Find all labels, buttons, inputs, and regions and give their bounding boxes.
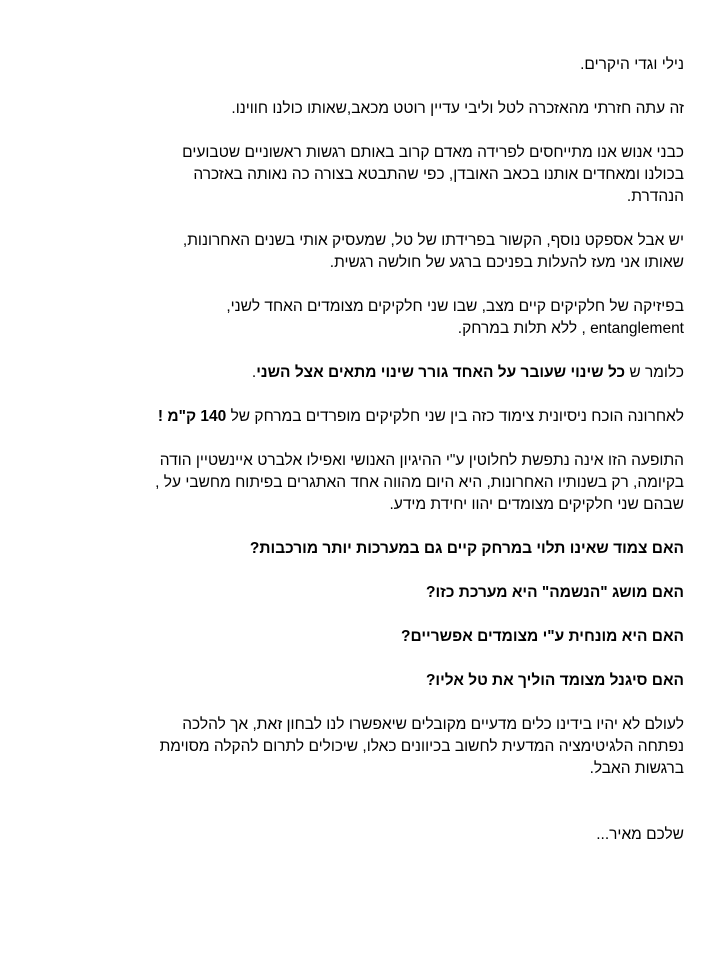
greeting-text: נילי וגדי היקרים. bbox=[580, 56, 684, 73]
question-1 bbox=[84, 538, 684, 560]
paragraph-experiment bbox=[84, 406, 684, 428]
paragraph-closing bbox=[84, 714, 684, 780]
meaning-bold: כל שינוי שעובר על האחד גורר שינוי מתאים אצל השני bbox=[256, 364, 626, 381]
paragraph-physics-line-2-rest: , ללא תלות במרחק. bbox=[457, 320, 591, 337]
paragraph-physics-line-2 bbox=[84, 318, 684, 340]
meaning-prefix: כלומר ש bbox=[625, 364, 684, 381]
paragraph-emotions-line-3: הנהדרת. bbox=[626, 188, 684, 205]
paragraph-emotions bbox=[84, 142, 684, 208]
paragraph-memorial bbox=[84, 98, 684, 120]
paragraph-closing-line-3: ברגשות האבל. bbox=[589, 760, 684, 777]
letter-body bbox=[84, 54, 684, 868]
paragraph-phenomenon-line-1: התופעה הזו אינה נתפשת לחלוטין ע"י ההיגיון האנושי ואפילו אלברט איינשטיין הודה bbox=[159, 452, 684, 469]
paragraph-meaning-line-1 bbox=[84, 362, 684, 384]
paragraph-physics-line-1: בפיזיקה של חלקיקים קיים מצב, שבו שני חלקיקים מצומדים האחד לשני, bbox=[226, 298, 684, 315]
paragraph-emotions-line-2: בכולנו ומאחדים אותנו בכאב האובדן, כפי שהתבטא בצורה כה נאותה באזכרה bbox=[193, 166, 684, 183]
question-3 bbox=[84, 626, 684, 648]
paragraph-phenomenon bbox=[84, 450, 684, 516]
experiment-text: לאחרונה הוכח ניסיונית צימוד כזה בין שני חלקיקים מופרדים במרחק של bbox=[226, 408, 684, 425]
question-4-text: האם סיגנל מצומד הוליך את טל אליו? bbox=[425, 672, 684, 689]
paragraph-closing-line-1: לעולם לא יהיו בידינו כלים מדעיים מקובלים שיאפשרו לנו לבחון זאת, אך להלכה bbox=[182, 716, 684, 733]
paragraph-experiment-line-1 bbox=[84, 406, 684, 428]
paragraph-phenomenon-line-3: שבהם שני חלקיקים מצומדים יהוו יחידת מידע. bbox=[389, 496, 684, 513]
question-4 bbox=[84, 670, 684, 692]
paragraph-emotions-line-1: כבני אנוש אנו מתייחסים לפרידה מאדם קרוב באותם רגשות ראשוניים שטבועים bbox=[182, 144, 684, 161]
paragraph-memorial-line-1: זה עתה חזרתי מהאזכרה לטל וליבי עדיין רוטט מכאב,שאותו כולנו חווינו. bbox=[231, 100, 684, 117]
signature-text: שלכם מאיר... bbox=[596, 826, 684, 843]
question-3-text: האם היא מונחית ע"י מצומדים אפשריים? bbox=[401, 628, 684, 645]
question-1-text: האם צמוד שאינו תלוי במרחק קיים גם במערכות יותר מורכבות? bbox=[249, 540, 684, 557]
entanglement-term: entanglement bbox=[590, 320, 684, 337]
signature bbox=[84, 824, 684, 846]
paragraph-physics bbox=[84, 296, 684, 340]
paragraph-aspect bbox=[84, 230, 684, 274]
meaning-suffix: . bbox=[251, 364, 257, 381]
paragraph-closing-line-2: נפתחה הלגיטימציה המדעית לחשוב בכיוונים כאלו, שיכולים לתרום להקלה מסוימת bbox=[159, 738, 684, 755]
paragraph-meaning bbox=[84, 362, 684, 384]
paragraph-aspect-line-1: יש אבל אספקט נוסף, הקשור בפרידתו של טל, שמעסיק אותי בשנים האחרונות, bbox=[182, 232, 684, 249]
question-2 bbox=[84, 582, 684, 604]
greeting bbox=[84, 54, 684, 76]
paragraph-phenomenon-line-2: בקיומה, רק בשנותיו האחרונות, היא היום מהווה אחד האתגרים בפיתוח מחשבי על , bbox=[155, 474, 684, 491]
experiment-distance: 140 ק"מ ! bbox=[157, 408, 227, 425]
question-2-text: האם מושג "הנשמה" היא מערכת כזו? bbox=[426, 584, 684, 601]
paragraph-aspect-line-2: שאותו אני מעז להעלות בפניכם ברגע של חולשה רגשית. bbox=[329, 254, 684, 271]
